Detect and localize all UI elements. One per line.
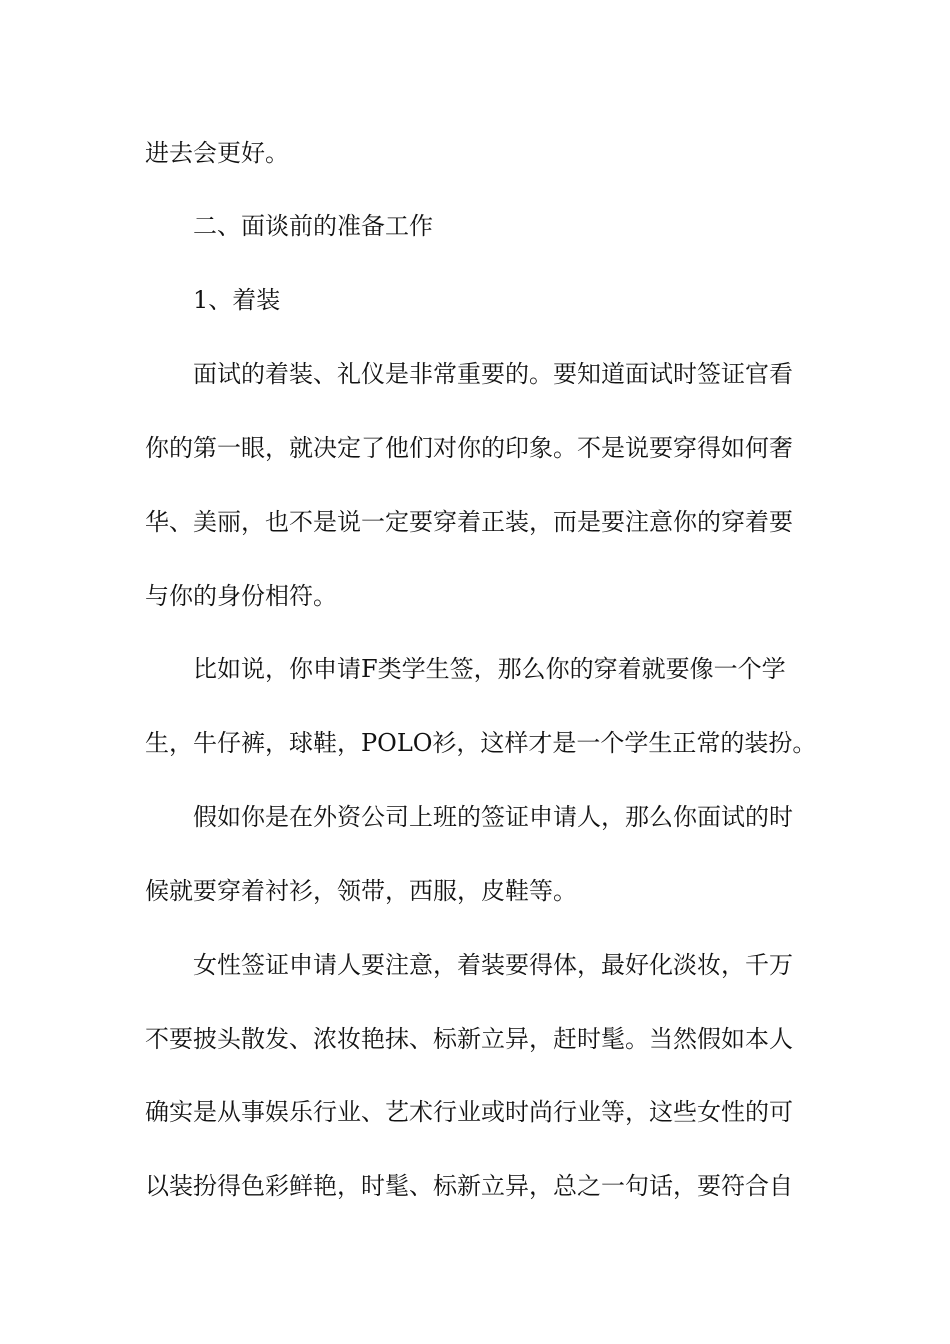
paragraph-line: 与你的身份相符。: [145, 582, 337, 610]
paragraph-line: 生，牛仔裤，球鞋，POLO衫，这样才是一个学生正常的装扮。: [145, 729, 817, 757]
paragraph-line: 你的第一眼，就决定了他们对你的印象。不是说要穿得如何奢: [145, 434, 793, 462]
paragraph-line: 确实是从事娱乐行业、艺术行业或时尚行业等，这些女性的可: [145, 1098, 793, 1126]
paragraph-line: 女性签证申请人要注意，着装要得体，最好化淡妆，千万: [193, 951, 793, 979]
paragraph-line: 华、美丽，也不是说一定要穿着正装，而是要注意你的穿着要: [145, 508, 793, 536]
paragraph-line: 面试的着装、礼仪是非常重要的。要知道面试时签证官看: [193, 360, 793, 388]
paragraph-line: 比如说，你申请F类学生签，那么你的穿着就要像一个学: [193, 655, 786, 683]
paragraph-line: 假如你是在外资公司上班的签证申请人，那么你面试的时: [193, 803, 793, 831]
subsection-heading: 1、着装: [193, 286, 281, 314]
section-heading: 二、面谈前的准备工作: [193, 212, 433, 240]
paragraph-line: 不要披头散发、浓妆艳抹、标新立异，赶时髦。当然假如本人: [145, 1025, 793, 1053]
paragraph-continuation-line: 进去会更好。: [145, 139, 289, 167]
paragraph-line: 候就要穿着衬衫，领带，西服，皮鞋等。: [145, 877, 577, 905]
paragraph-line: 以装扮得色彩鲜艳，时髦、标新立异，总之一句话，要符合自: [145, 1172, 793, 1200]
